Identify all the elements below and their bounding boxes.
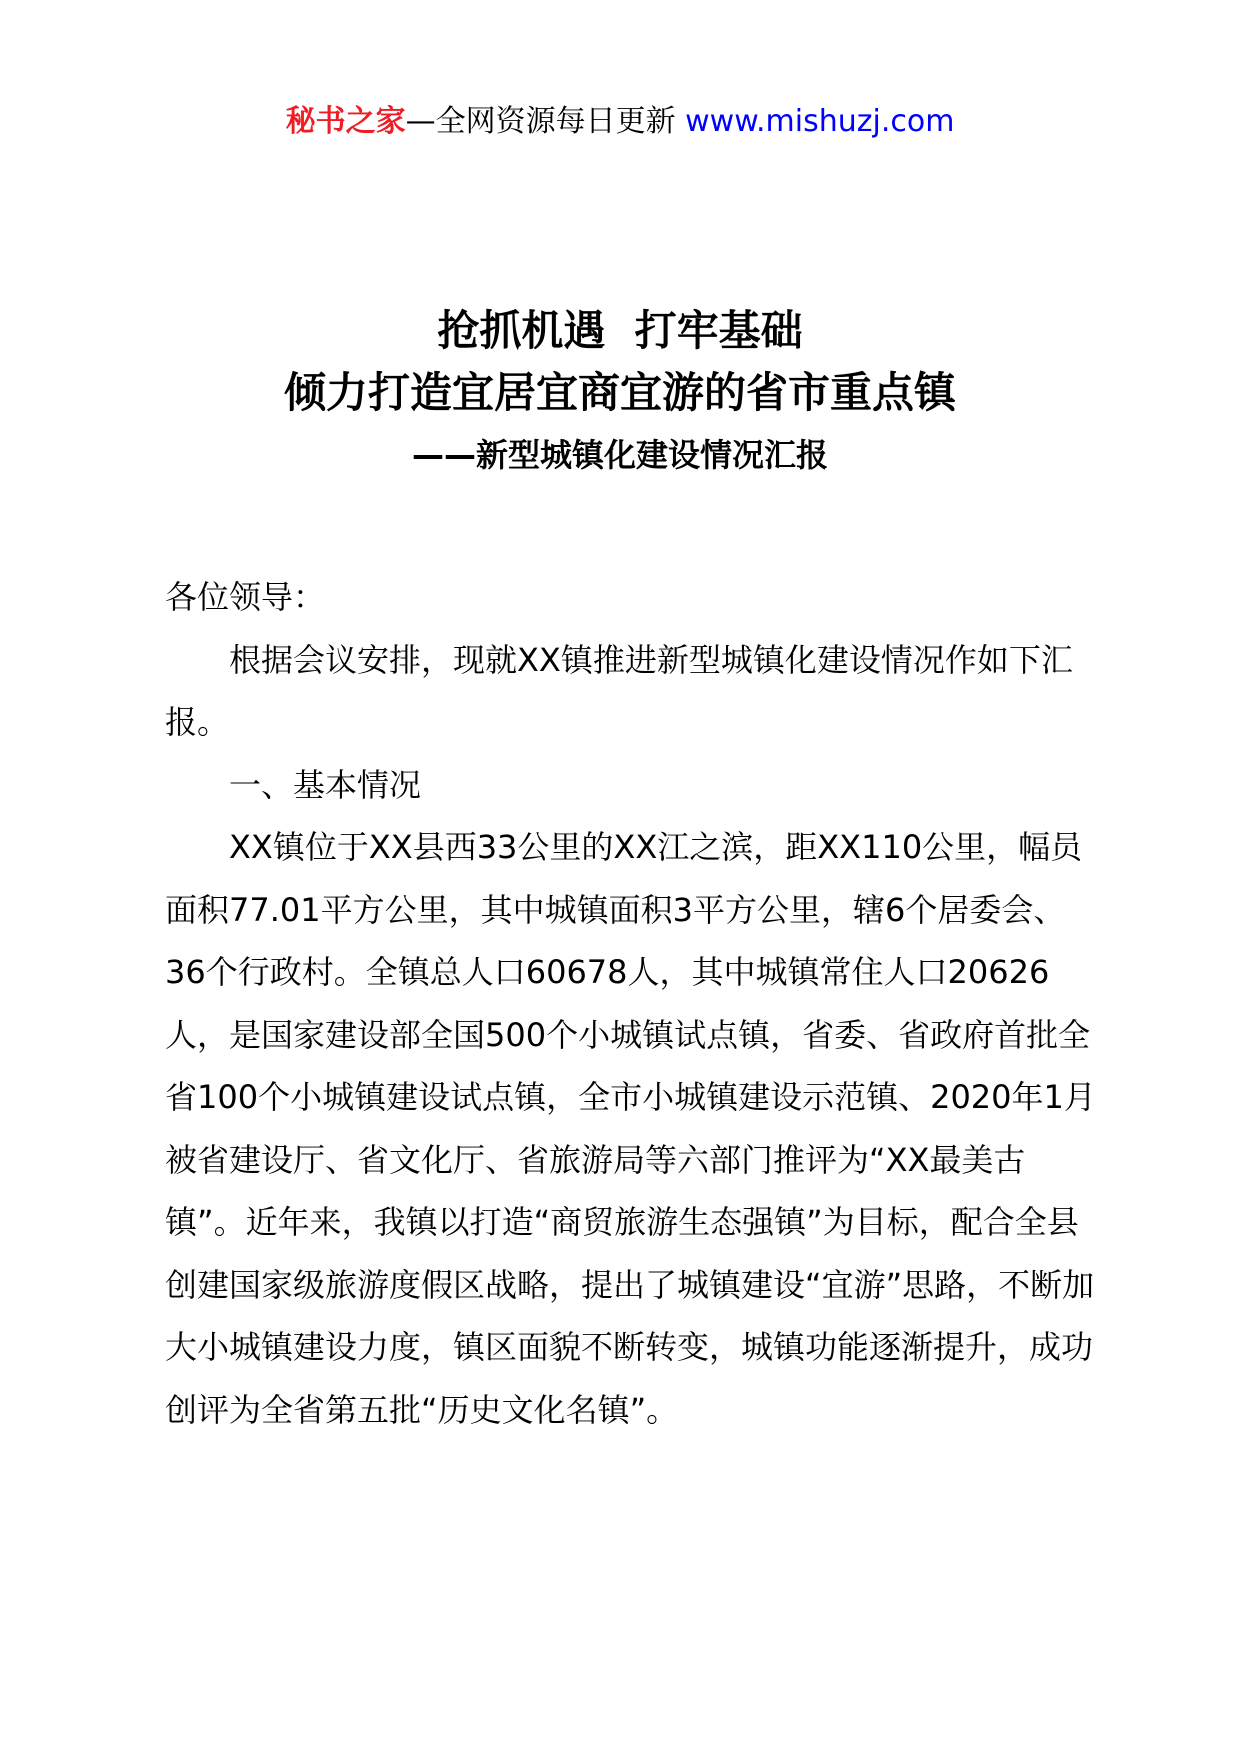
site-tagline: —全网资源每日更新	[405, 104, 676, 139]
document-subtitle: ——新型城镇化建设情况汇报	[411, 436, 828, 474]
section-heading-basic-info: 一、基本情况	[229, 765, 422, 804]
site-header	[0, 100, 1240, 144]
title-line-2: 倾力打造宜居宜商宜游的省市重点镇	[283, 368, 956, 417]
document-title-block	[0, 300, 1240, 486]
site-brand: 秘书之家	[285, 104, 406, 139]
intro-paragraph: 根据会议安排，现就XX镇推进新型城镇化建设情况作如下汇报。	[165, 640, 1073, 741]
document-body	[165, 566, 1100, 1441]
title-line-1: 抢抓机遇 打牢基础	[437, 306, 803, 355]
salutation: 各位领导：	[165, 578, 326, 616]
basic-info-paragraph: XX镇位于XX县西33公里的XX江之滨，距XX110公里，幅员面积77.01平方公里，其中城镇面积3平方公里，辖6个居委会、36个行政村。全镇总人口60678人，其中城镇常住人口20626人，是国家建设部全国500个小城镇试点镇，省委、省政府首批全省100个小城镇建设试点镇，全市小城镇建设示范镇、2020年1月被省建设厅、省文化厅、省旅游局等六部门推评为“XX最美古镇”。近年来，我镇以打造“商贸旅游生态强镇”为目标，配合全县创建国家级旅游度假区战略，提出了城镇建设“宜游”思路，不断加大小城镇建设力度，镇区面貌不断转变，城镇功能逐渐提升，成功创评为全省第五批“历史文化名镇”。	[165, 828, 1096, 1429]
site-url-link[interactable]: www.mishuzj.com	[685, 104, 955, 139]
